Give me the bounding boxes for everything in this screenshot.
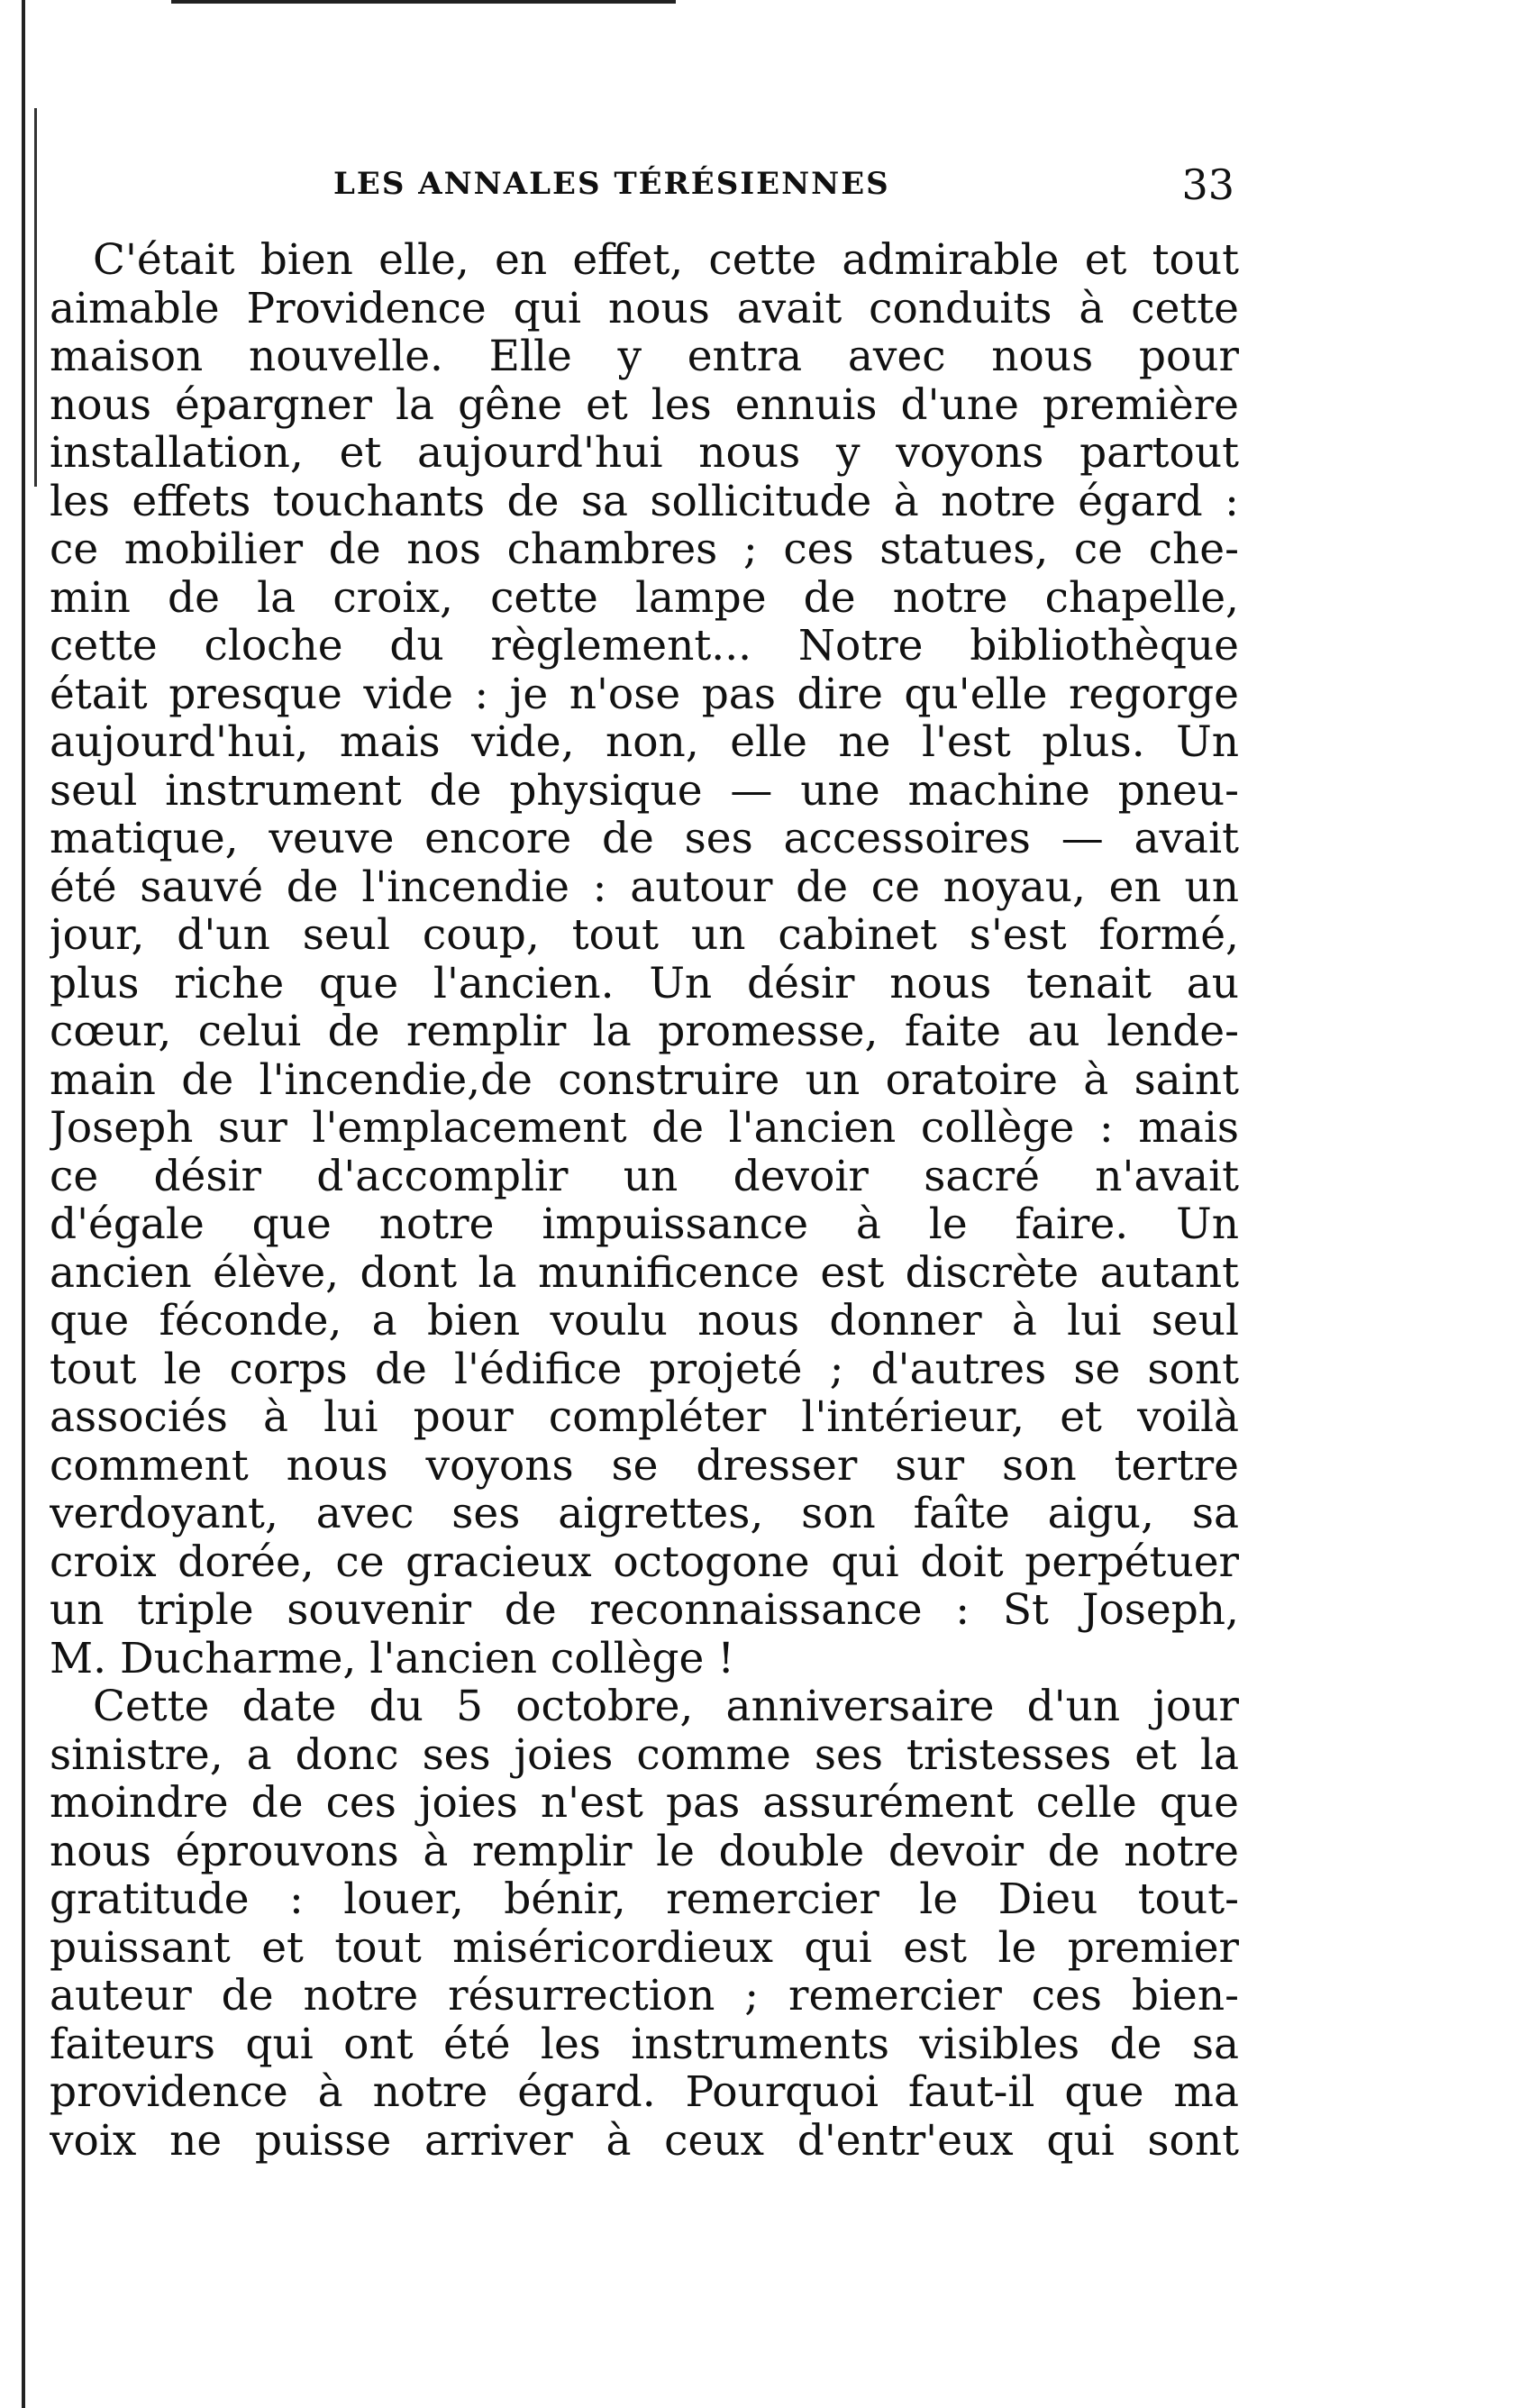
text-line: auteur de notre résurrection ; remercier ces bien- xyxy=(50,1972,1239,2020)
text-line: associés à lui pour compléter l'intérieur, et voilà xyxy=(50,1393,1239,1442)
text-line: gratitude : louer, bénir, remercier le Dieu tout- xyxy=(50,1875,1239,1924)
text-line: C'était bien elle, en effet, cette admirable et tout xyxy=(93,236,1239,285)
text-line: verdoyant, avec ses aigrettes, son faîte aigu, sa xyxy=(50,1490,1239,1538)
text-line: tout le corps de l'édifice projeté ; d'autres se sont xyxy=(50,1345,1239,1393)
left-margin-rule xyxy=(22,0,25,2408)
text-line: comment nous voyons se dresser sur son tertre xyxy=(50,1441,1239,1490)
text-line: seul instrument de physique — une machine pneu- xyxy=(50,766,1239,815)
text-line: un triple souvenir de reconnaissance : St Joseph, xyxy=(50,1586,1239,1635)
text-line: M. Ducharme, l'ancien collège ! xyxy=(50,1634,735,1683)
text-line: d'égale que notre impuissance à le faire. Un xyxy=(50,1200,1239,1249)
text-line: les effets touchants de sa sollicitude à notre égard : xyxy=(50,477,1239,525)
top-rule xyxy=(171,0,676,4)
text-line: Joseph sur l'emplacement de l'ancien collège : mais xyxy=(50,1104,1239,1153)
text-line: nous éprouvons à remplir le double devoir de notre xyxy=(50,1827,1239,1875)
running-title: LES ANNALES TÉRÉSIENNES xyxy=(333,166,890,202)
text-line: plus riche que l'ancien. Un désir nous tenait au xyxy=(50,959,1239,1008)
text-line: aujourd'hui, mais vide, non, elle ne l'est plus. Un xyxy=(50,718,1239,767)
text-line: installation, et aujourd'hui nous y voyons partout xyxy=(50,429,1239,478)
text-line: jour, d'un seul coup, tout un cabinet s'est formé, xyxy=(50,911,1239,960)
page-header xyxy=(333,160,1234,214)
text-line: matique, veuve encore de ses accessoires — avait xyxy=(50,815,1239,863)
text-line: été sauvé de l'incendie : autour de ce noyau, en un xyxy=(50,862,1239,911)
page-number: 33 xyxy=(1181,160,1234,209)
text-line: min de la croix, cette lampe de notre chapelle, xyxy=(50,573,1239,622)
text-line: nous épargner la gêne et les ennuis d'une première xyxy=(50,380,1239,429)
text-line: ce désir d'accomplir un devoir sacré n'avait xyxy=(50,1152,1239,1200)
text-line: voix ne puisse arriver à ceux d'entr'eux qui sont xyxy=(50,2116,1239,2165)
text-line: providence à notre égard. Pourquoi faut-il que ma xyxy=(50,2068,1239,2117)
text-line: faiteurs qui ont été les instruments visibles de sa xyxy=(50,2020,1239,2068)
text-line: moindre de ces joies n'est pas assurément celle que xyxy=(50,1779,1239,1828)
text-line: croix dorée, ce gracieux octogone qui doit perpétuer xyxy=(50,1537,1239,1586)
body-text xyxy=(50,236,1239,2165)
text-line: ce mobilier de nos chambres ; ces statues, ce che- xyxy=(50,525,1239,574)
text-line: était presque vide : je n'ose pas dire qu'elle regorge xyxy=(50,670,1239,718)
text-line: cœur, celui de remplir la promesse, faite au lende- xyxy=(50,1008,1239,1056)
text-line: ancien élève, dont la munificence est discrète autant xyxy=(50,1248,1239,1297)
text-line: puissant et tout miséricordieux qui est le premier xyxy=(50,1923,1239,1972)
text-line: sinistre, a donc ses joies comme ses tristesses et la xyxy=(50,1730,1239,1779)
text-line: maison nouvelle. Elle y entra avec nous pour xyxy=(50,333,1239,381)
text-line: aimable Providence qui nous avait conduits à cette xyxy=(50,284,1239,333)
text-line: main de l'incendie,de construire un oratoire à saint xyxy=(50,1055,1239,1104)
text-line: que féconde, a bien voulu nous donner à lui seul xyxy=(50,1297,1239,1345)
left-margin-mark xyxy=(34,108,37,487)
text-line: cette cloche du règlement... Notre bibliothèque xyxy=(50,622,1239,670)
text-line: Cette date du 5 octobre, anniversaire d'un jour xyxy=(93,1683,1239,1731)
